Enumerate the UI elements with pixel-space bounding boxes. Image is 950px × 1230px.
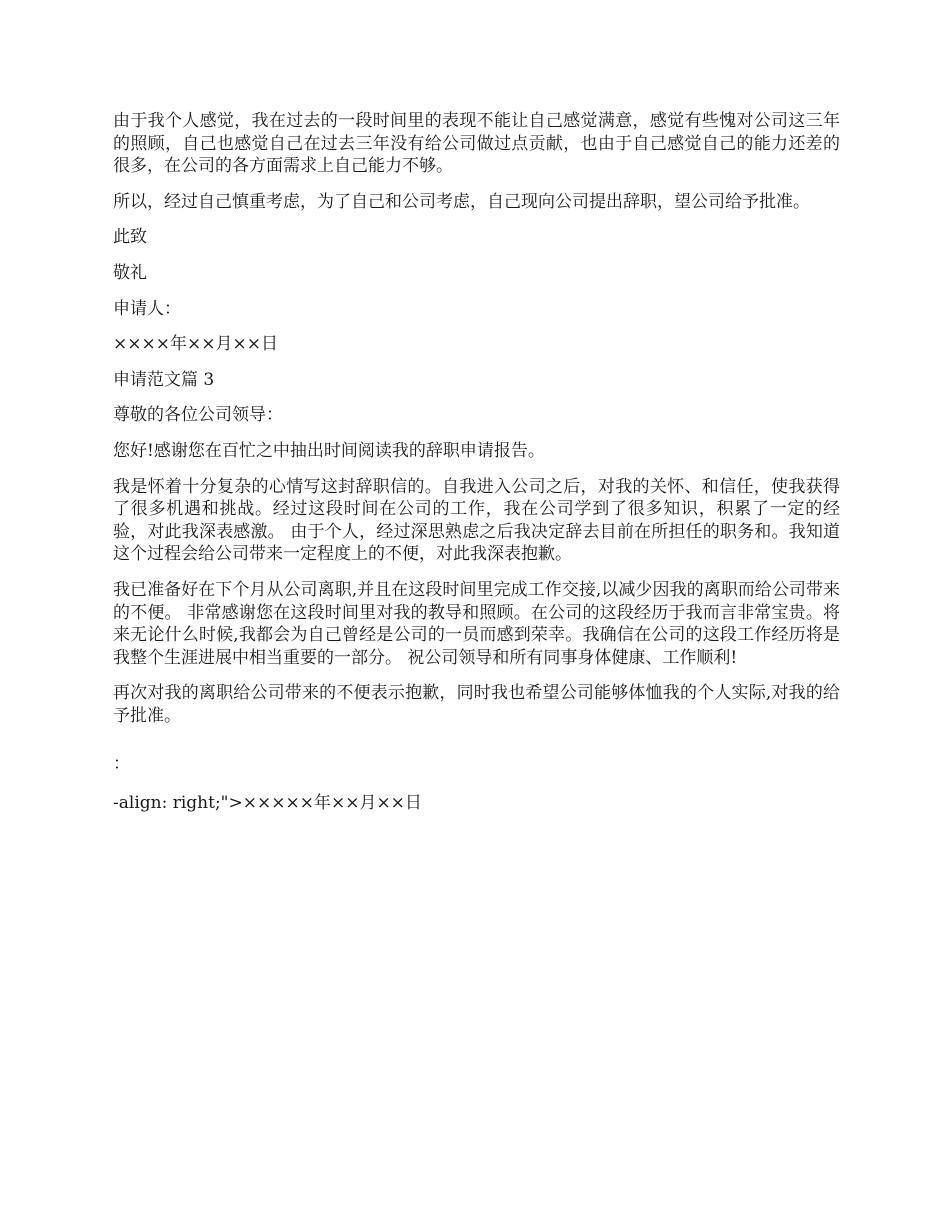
section-heading: 申请范文篇 3	[113, 369, 215, 390]
applicant-label: 申请人：	[113, 298, 181, 319]
date-line: ××××年××月××日	[113, 334, 278, 355]
paragraph-apology: 再次对我的离职给公司带来的不便表示抱歉，同时我也希望公司能够体恤我的个人实际,对我的给予批准。	[113, 683, 840, 726]
date-line-artifact: -align: right;">×××××年××月××日	[113, 793, 422, 814]
closing-salutation: 此致	[113, 227, 147, 248]
paragraph-thanks: 您好!感谢您在百忙之中抽出时间阅读我的辞职申请报告。	[113, 440, 545, 461]
paragraph-resignation-request: 所以，经过自己慎重考虑，为了自己和公司考虑，自己现向公司提出辞职，望公司给予批准。	[113, 191, 810, 212]
document-body	[113, 110, 840, 828]
paragraph-self-assessment: 由于我个人感觉，我在过去的一段时间里的表现不能让自己感觉满意，感觉有些愧对公司这三年的照顾，自己也感觉自己在过去三年没有给公司做过点贡献，也由于自己感觉自己的能力还差的很多，在公司的各方面需求上自己能力不够。	[113, 111, 840, 177]
closing-regards: 敬礼	[113, 262, 147, 283]
letter-greeting: 尊敬的各位公司领导：	[113, 405, 283, 426]
paragraph-reason: 我是怀着十分复杂的心情写这封辞职信的。自我进入公司之后，对我的关怀、和信任，使我获得了很多机遇和挑战。经过这段时间在公司的工作，我在公司学到了很多知识，积累了一定的经验，对此我深表感激。 由于个人，经过深思熟虑之后我决定辞去目前在所担任的职务和。我知道这个过程会给公司带来一定程度上的不便，对此我深表抱歉。	[113, 476, 840, 565]
signature-colon: ：	[113, 754, 130, 775]
paragraph-handover: 我已准备好在下个月从公司离职,并且在这段时间里完成工作交接,以减少因我的离职而给公司带来的不便。 非常感谢您在这段时间里对我的教导和照顾。在公司的这段经历于我而言非常宝贵。将来无论什么时候,我都会为自己曾经是公司的一员而感到荣幸。我确信在公司的这段工作经历将是我整个生涯进展中相当重要的一部分。 祝公司领导和所有同事身体健康、工作顺利!	[113, 579, 840, 668]
